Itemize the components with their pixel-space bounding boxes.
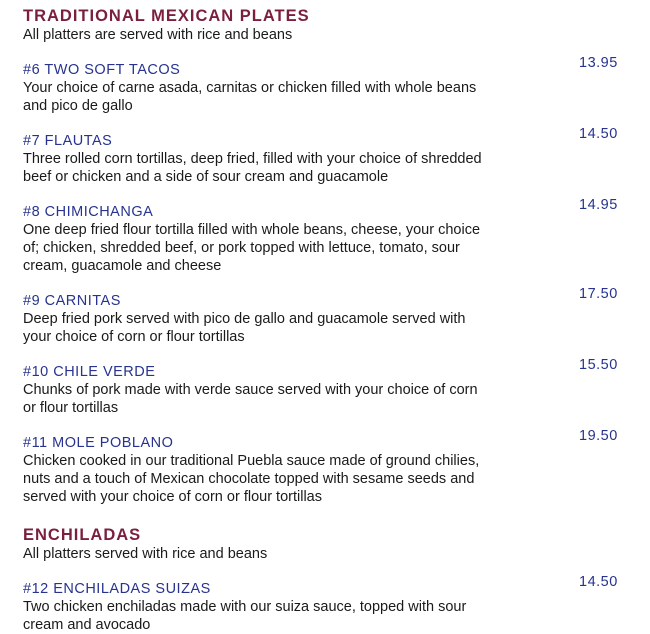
item-price: 19.50 xyxy=(579,428,618,444)
section-subtitle: All platters are served with rice and beans xyxy=(23,27,293,43)
menu-item-carnitas xyxy=(23,286,623,346)
item-price: 17.50 xyxy=(579,286,618,302)
item-name: #6 TWO SOFT TACOS xyxy=(23,62,181,78)
item-description-line: nuts and a touch of Mexican chocolate topped with sesame seeds and xyxy=(23,471,475,487)
item-description-line: One deep fried flour tortilla filled with whole beans, cheese, your choice xyxy=(23,222,481,238)
item-name: #9 CARNITAS xyxy=(23,293,121,309)
item-description-line: Chicken cooked in our traditional Puebla sauce made of ground chilies, xyxy=(23,453,480,469)
section-traditional-plates xyxy=(23,6,623,506)
item-price: 15.50 xyxy=(579,357,618,373)
item-name: #8 CHIMICHANGA xyxy=(23,204,154,220)
item-description-line: Two chicken enchiladas made with our suiza sauce, topped with sour xyxy=(23,599,467,615)
section-title: ENCHILADAS xyxy=(23,526,142,544)
item-name: #11 MOLE POBLANO xyxy=(23,435,174,451)
item-description-line: served with your choice of corn or flour tortillas xyxy=(23,489,322,505)
menu-item-enchiladas-suizas xyxy=(23,574,623,634)
menu-page xyxy=(23,6,623,634)
menu-item-two-soft-tacos xyxy=(23,55,623,115)
item-description-line: Your choice of carne asada, carnitas or chicken filled with whole beans xyxy=(23,80,477,96)
menu-item-chimichanga xyxy=(23,197,623,275)
item-description-line: of; chicken, shredded beef, or pork topped with lettuce, tomato, sour xyxy=(23,240,460,256)
section-subtitle: All platters served with rice and beans xyxy=(23,546,268,562)
menu-item-chile-verde xyxy=(23,357,623,417)
item-price: 14.50 xyxy=(579,126,618,142)
item-price: 14.95 xyxy=(579,197,618,213)
item-description-line: Deep fried pork served with pico de gallo and guacamole served with xyxy=(23,311,466,327)
item-description-line: and pico de gallo xyxy=(23,98,133,114)
item-description-line: Chunks of pork made with verde sauce served with your choice of corn xyxy=(23,382,478,398)
item-name: #10 CHILE VERDE xyxy=(23,364,156,380)
item-description-line: beef or chicken and a side of sour cream and guacamole xyxy=(23,169,389,185)
item-name: #7 FLAUTAS xyxy=(23,133,113,149)
item-price: 13.95 xyxy=(579,55,618,71)
menu-item-mole-poblano xyxy=(23,428,623,506)
item-description-line: cream, guacamole and cheese xyxy=(23,258,222,274)
item-description-line: or flour tortillas xyxy=(23,400,119,416)
item-description-line: your choice of corn or flour tortillas xyxy=(23,329,245,345)
menu-item-flautas xyxy=(23,126,623,186)
item-description-line: Three rolled corn tortillas, deep fried, filled with your choice of shredded xyxy=(23,151,482,167)
item-description-line: cream and avocado xyxy=(23,617,151,633)
item-price: 14.50 xyxy=(579,574,618,590)
section-title: TRADITIONAL MEXICAN PLATES xyxy=(23,7,310,25)
section-enchiladas xyxy=(23,525,623,634)
item-name: #12 ENCHILADAS SUIZAS xyxy=(23,581,211,597)
